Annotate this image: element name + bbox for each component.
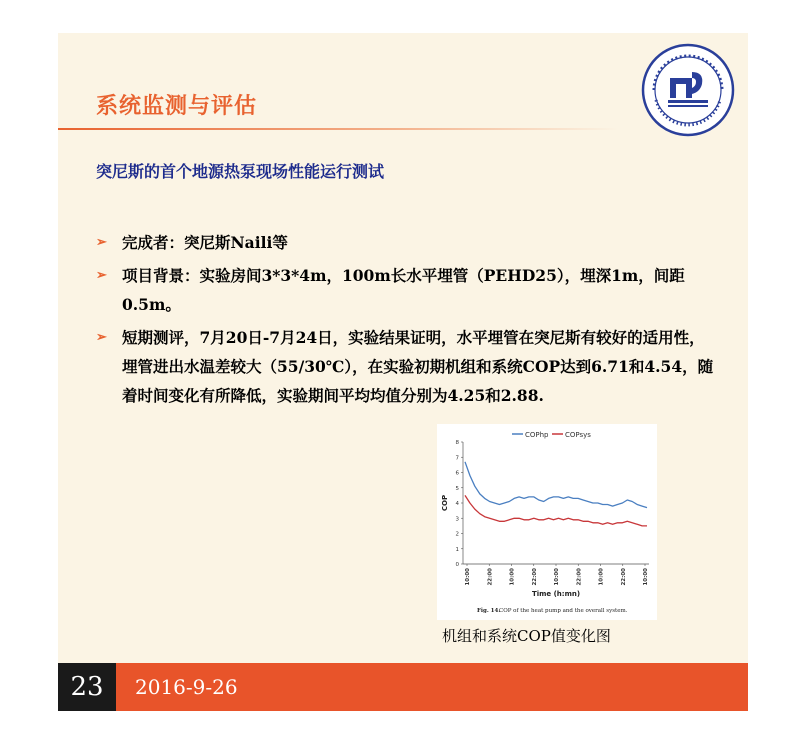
slide-title: 系统监测与评估 — [96, 94, 258, 119]
figure-caption-prefix: Fig. 14. — [477, 608, 501, 614]
y-axis-label: COP — [441, 494, 449, 512]
bullet-item — [96, 228, 716, 257]
x-tick-label: 10:00 — [509, 568, 516, 586]
y-tick-label: 4 — [455, 501, 459, 507]
x-tick-label: 22:00 — [531, 568, 538, 586]
bullet-list — [96, 228, 716, 414]
title-divider — [58, 128, 618, 130]
legend-label-cophp: COPhp — [525, 431, 549, 439]
y-tick-label: 7 — [455, 455, 459, 462]
y-tick-label: 1 — [455, 546, 459, 553]
figure-caption: 机组和系统COP值变化图 — [442, 627, 611, 645]
series-line-cophp — [465, 462, 647, 508]
x-tick-label: 22:00 — [620, 568, 627, 586]
x-tick-label: 10:00 — [465, 568, 471, 586]
page-number: 23 — [58, 663, 116, 711]
figure-caption-text: COP of the heat pump and the overall system. — [499, 608, 628, 614]
x-axis-label: Time (h:mn) — [531, 590, 581, 598]
x-tick-label: 10:00 — [643, 568, 649, 586]
chart-series — [465, 462, 647, 526]
bullet-item — [96, 261, 716, 319]
y-tick-label: 8 — [455, 440, 459, 446]
slide-subtitle: 突尼斯的首个地源热泵现场性能运行测试 — [96, 162, 385, 181]
bullet-text: 完成者：突尼斯Naili等 — [122, 233, 288, 252]
bullet-item — [96, 323, 716, 410]
chevron-right-icon: ➢ — [96, 235, 107, 250]
y-tick-label: 0 — [455, 562, 459, 568]
y-axis-ticks — [456, 440, 464, 568]
bullet-text: 项目背景：实验房间3*3*4m，100m长水平埋管（PEHD25），埋深1m，间距0.5m。 — [122, 266, 685, 314]
x-tick-label: 22:00 — [576, 568, 583, 586]
chart-legend — [512, 431, 591, 439]
x-tick-label: 10:00 — [554, 568, 560, 586]
x-tick-label: 10:00 — [598, 568, 605, 586]
series-line-copsys — [465, 495, 647, 526]
y-tick-label: 5 — [455, 485, 459, 492]
x-tick-label: 22:00 — [487, 568, 494, 586]
cop-line-chart — [437, 424, 657, 620]
legend-label-copsys: COPsys — [565, 431, 591, 439]
university-emblem-icon — [640, 42, 736, 138]
cop-chart-figure — [437, 424, 657, 620]
bullet-text: 短期测评，7月20日-7月24日，实验结果证明，水平埋管在突尼斯有较好的适用性，埋管进出水温差较大（55/30℃），在实验初期机组和系统COP达到6.71和4.54，随着时间变化有所降低，实验期间平均均值分别为4.25和2.88. — [122, 328, 714, 405]
y-tick-label: 6 — [455, 470, 459, 477]
x-axis-ticks — [465, 564, 649, 586]
footer-date: 2016-9-26 — [135, 675, 238, 699]
chevron-right-icon: ➢ — [96, 268, 107, 283]
chevron-right-icon: ➢ — [96, 330, 107, 345]
y-tick-label: 2 — [455, 531, 459, 538]
y-tick-label: 3 — [455, 516, 459, 523]
